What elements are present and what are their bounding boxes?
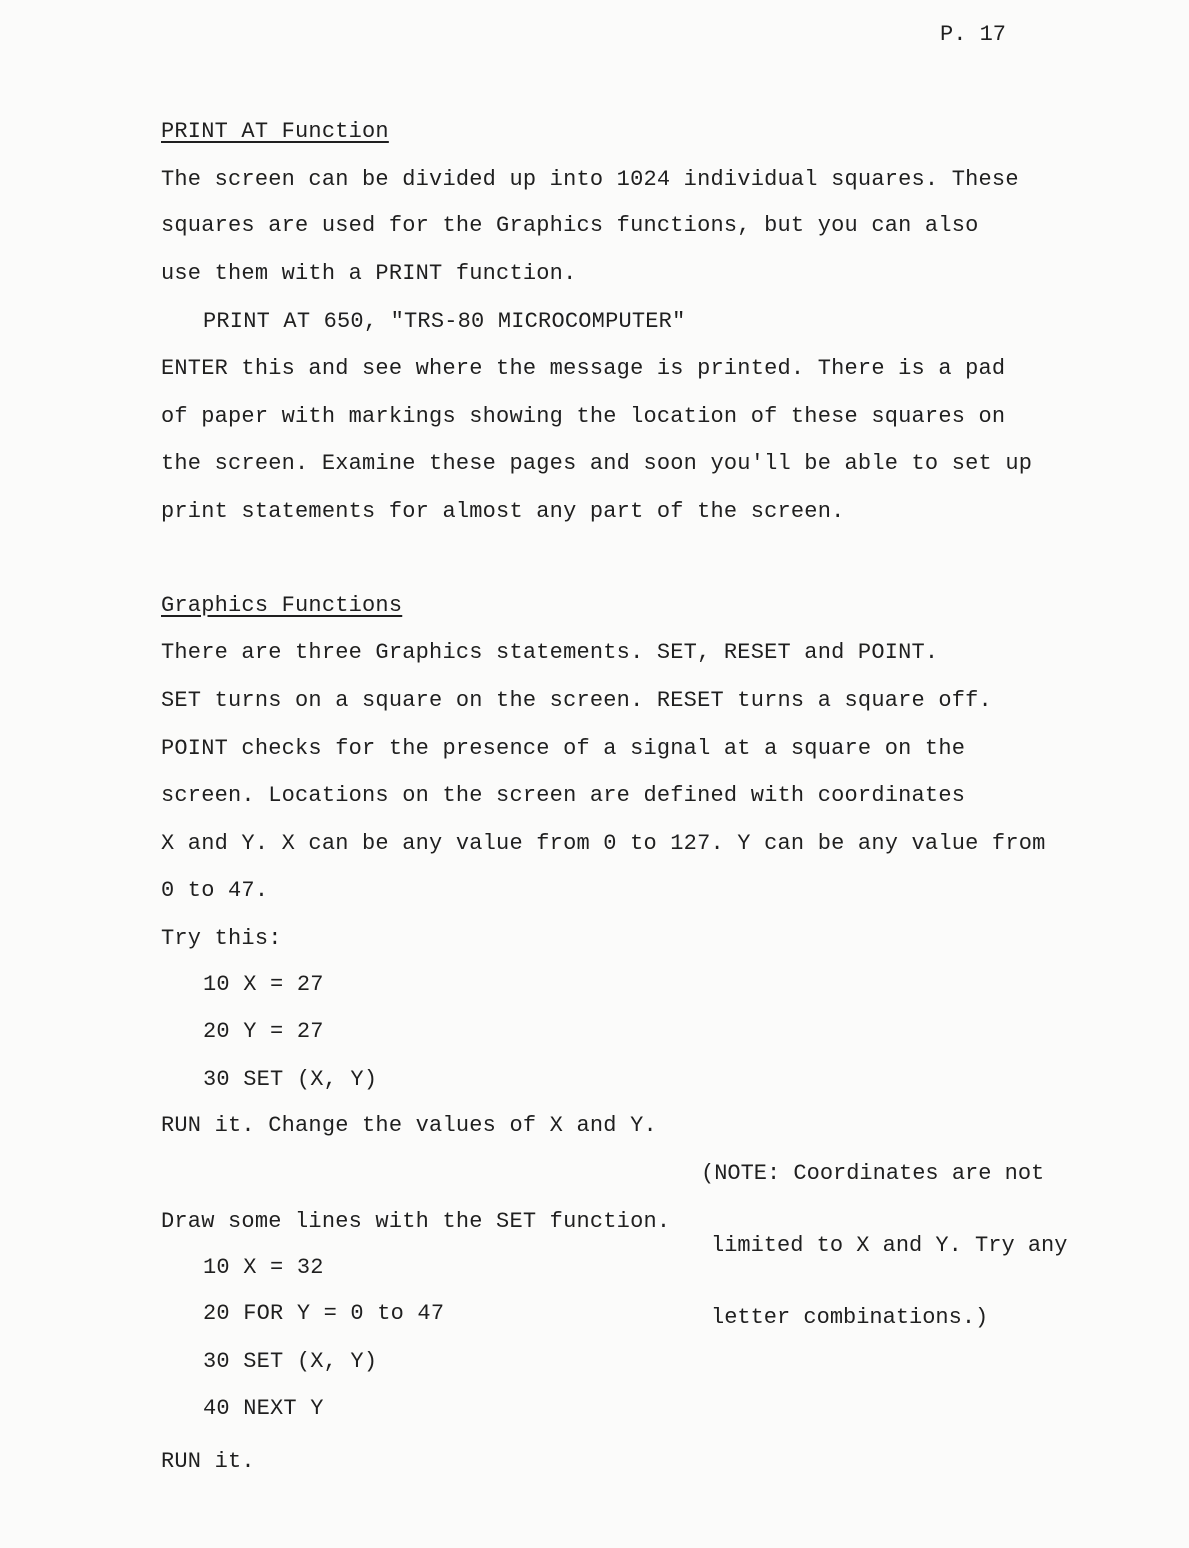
code-line: 30 SET (X, Y)	[203, 1067, 378, 1092]
note-line: limited to X and Y. Try any	[711, 1233, 1068, 1258]
try-label: Try this:	[161, 926, 282, 951]
paragraph-line: screen. Locations on the screen are defined with coordinates	[161, 783, 966, 808]
paragraph-line: SET turns on a square on the screen. RESET turns a square off.	[161, 688, 992, 713]
paragraph-line: The screen can be divided up into 1024 individual squares. These	[161, 167, 1019, 192]
paragraph-line: 0 to 47.	[161, 878, 269, 903]
run-change-line: RUN it. Change the values of X and Y.	[161, 1113, 657, 1138]
paragraph-line: print statements for almost any part of the screen.	[161, 499, 845, 524]
code-line: 10 X = 32	[203, 1255, 324, 1280]
code-line: 20 FOR Y = 0 to 47	[203, 1301, 445, 1326]
paragraph-line: There are three Graphics statements. SET, RESET and POINT.	[161, 640, 939, 665]
note-block	[701, 1114, 1067, 1378]
code-line: PRINT AT 650, "TRS-80 MICROCOMPUTER"	[203, 309, 686, 334]
code-line: 40 NEXT Y	[203, 1396, 324, 1421]
code-line: 20 Y = 27	[203, 1019, 324, 1044]
code-line: 10 X = 27	[203, 972, 324, 997]
page-number: P. 17	[940, 22, 1007, 47]
note-line: (NOTE: Coordinates are not	[701, 1161, 1045, 1186]
paragraph-line: ENTER this and see where the message is printed. There is a pad	[161, 356, 1006, 381]
section-heading-print-at: PRINT AT Function	[161, 119, 389, 144]
paragraph-line: the screen. Examine these pages and soon you'll be able to set up	[161, 451, 1033, 476]
note-line: letter combinations.)	[711, 1305, 989, 1330]
run-it-line: RUN it.	[161, 1449, 255, 1474]
paragraph-line: of paper with markings showing the location of these squares on	[161, 404, 1006, 429]
paragraph-line: POINT checks for the presence of a signal at a square on the	[161, 736, 966, 761]
paragraph-line: squares are used for the Graphics functions, but you can also	[161, 213, 979, 238]
code-line: 30 SET (X, Y)	[203, 1349, 378, 1374]
paragraph-line: use them with a PRINT function.	[161, 261, 577, 286]
paragraph-line: X and Y. X can be any value from 0 to 127. Y can be any value from	[161, 831, 1046, 856]
section-heading-graphics: Graphics Functions	[161, 593, 403, 618]
draw-label: Draw some lines with the SET function.	[161, 1209, 671, 1234]
